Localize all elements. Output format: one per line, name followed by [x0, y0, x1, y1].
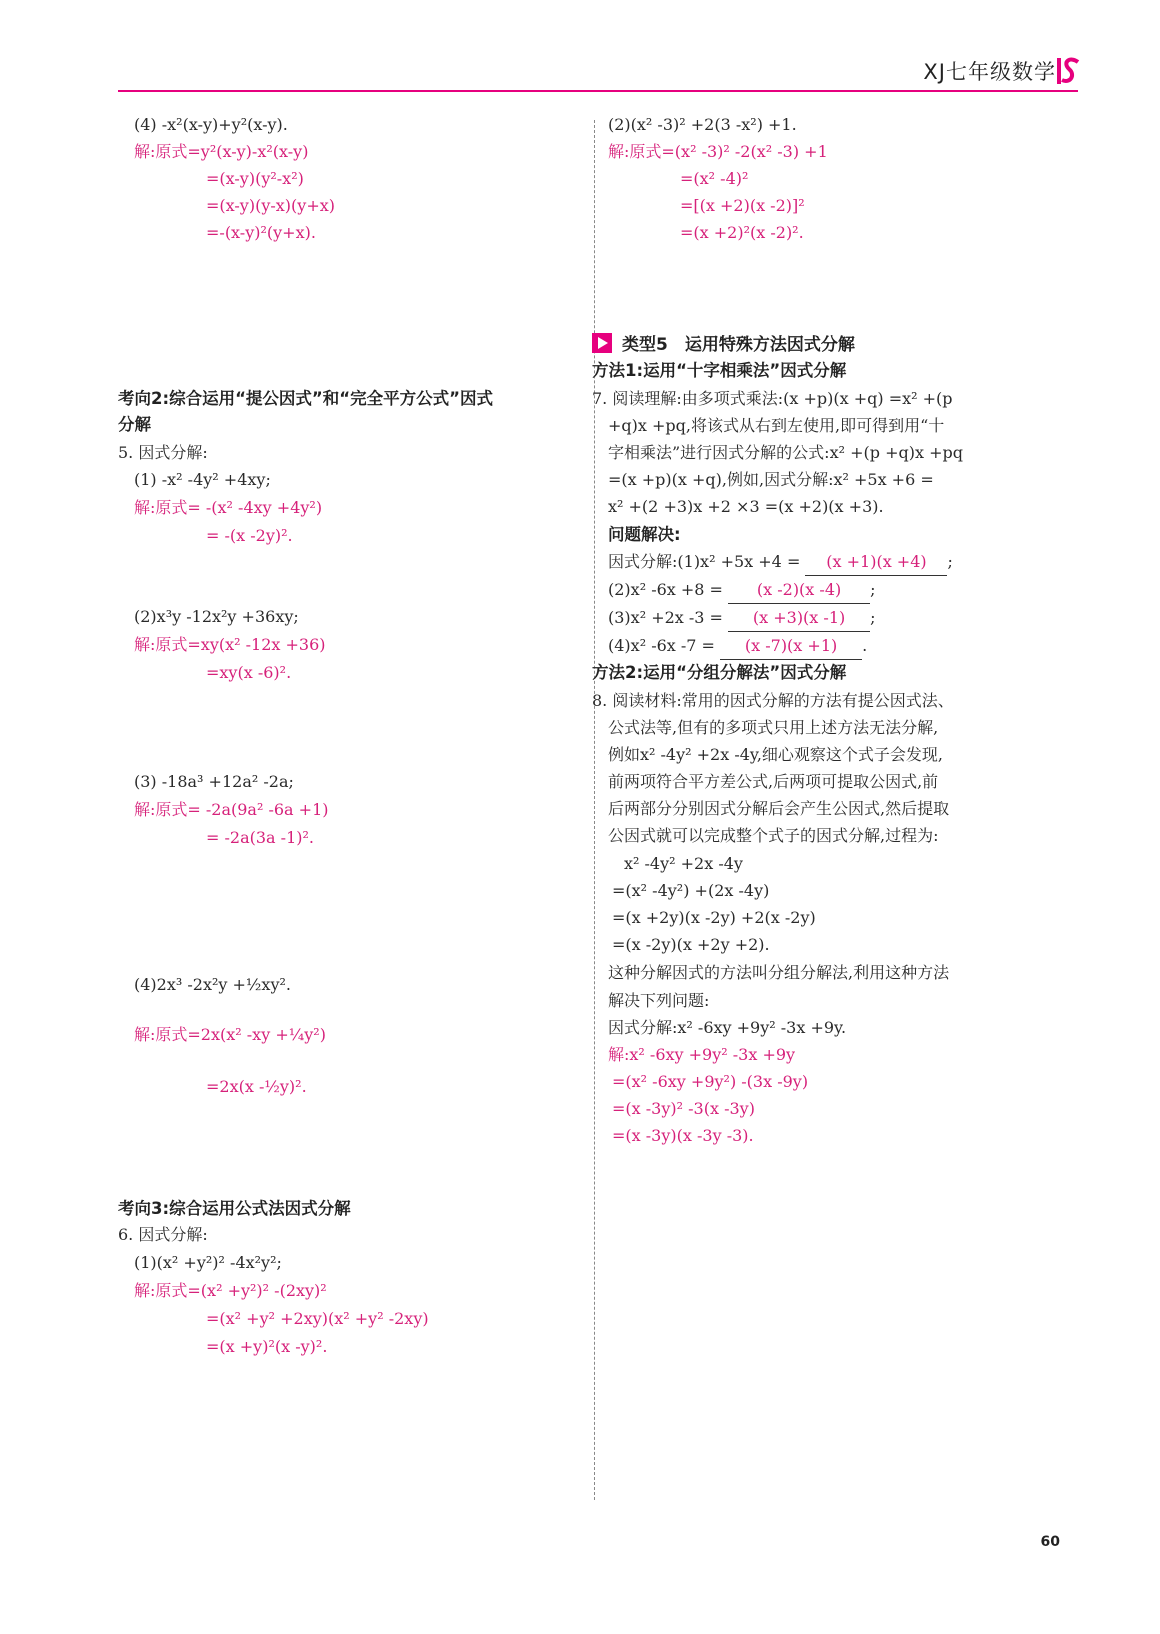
question-5-4: (4)2x³ -2x²y +½xy².: [134, 975, 291, 994]
question-8-tail: 因式分解:x² -6xy +9y² -3x +9y.: [608, 1018, 847, 1037]
answer-line: 解:原式= -2a(9a² -6a +1): [134, 800, 329, 819]
problem-solving-label: 问题解决:: [608, 525, 681, 544]
question-6-1: (1)(x² +y²)² -4x²y²;: [134, 1253, 282, 1272]
page-number: 60: [1040, 1534, 1060, 1550]
q8-step: x² -4y² +2x -4y: [624, 854, 743, 873]
q7-item-4: [608, 633, 867, 660]
q8-step: =(x +2y)(x -2y) +2(x -2y): [612, 908, 816, 927]
answer-line: 解:x² -6xy +9y² -3x +9y: [608, 1045, 796, 1064]
question-5-1: (1) -x² -4y² +4xy;: [134, 470, 271, 489]
question-7-line: =(x +p)(x +q),例如,因式分解:x² +5x +6 =: [608, 470, 934, 489]
answer-line: =(x-y)(y²-x²): [206, 169, 304, 188]
q8-step: =(x -2y)(x +2y +2).: [612, 935, 770, 954]
q7-item-3: [608, 605, 875, 632]
q7-item-end: ;: [870, 580, 876, 599]
question-7-line: 7. 阅读理解:由多项式乘法:(x +p)(x +q) =x² +(p: [592, 389, 953, 408]
q7-item-question: (4)x² -6x -7 =: [608, 636, 715, 655]
q7-item-2: [608, 577, 875, 604]
q7-item-end: ;: [870, 608, 876, 627]
header-title: XJ七年级数学: [923, 60, 1056, 84]
type-5-heading: [592, 330, 855, 355]
answer-line: =(x-y)(y-x)(y+x): [206, 196, 335, 215]
section-title-kaoxiang-2-cont: 分解: [118, 415, 151, 434]
answer-line: =(x² +y² +2xy)(x² +y² -2xy): [206, 1309, 429, 1328]
answer-line: 解:原式=(x² +y²)² -(2xy)²: [134, 1281, 327, 1300]
q7-item-end: .: [862, 636, 868, 655]
question-8-tail: 解决下列问题:: [608, 991, 710, 1010]
q7-item-question: (3)x² +2x -3 =: [608, 608, 723, 627]
question-5-3: (3) -18a³ +12a² -2a;: [134, 772, 294, 791]
column-divider: [594, 120, 595, 1500]
answer-line: 解:原式=xy(x² -12x +36): [134, 635, 326, 654]
question-4: (4) -x²(x-y)+y²(x-y).: [134, 115, 288, 134]
method-1-title: 方法1:运用“十字相乘法”因式分解: [592, 361, 847, 380]
answer-line: =-(x-y)²(y+x).: [206, 223, 316, 242]
q7-answer-blank: (x +1)(x +4): [805, 549, 947, 576]
brand-logo-icon: [1056, 56, 1082, 86]
question-6-stem: 6. 因式分解:: [118, 1225, 208, 1244]
answer-line: =(x² -6xy +9y²) -(3x -9y): [612, 1072, 809, 1091]
q7-answer-blank: (x +3)(x -1): [728, 605, 870, 632]
question-8-tail: 这种分解因式的方法叫分组分解法,利用这种方法: [608, 963, 950, 982]
answer-line: 解:原式=y²(x-y)-x²(x-y): [134, 142, 309, 161]
question-8-line: 8. 阅读材料:常用的因式分解的方法有提公因式法、: [592, 691, 954, 710]
answer-line: =[(x +2)(x -2)]²: [680, 196, 805, 215]
question-8-line: 例如x² -4y² +2x -4y,细心观察这个式子会发现,: [608, 745, 944, 764]
q7-item-1: [608, 549, 953, 576]
answer-line: 解:原式=2x(x² -xy +¼y²): [134, 1025, 326, 1044]
q8-step: =(x² -4y²) +(2x -4y): [612, 881, 770, 900]
question-8-line: 公因式就可以完成整个式子的因式分解,过程为:: [608, 826, 939, 845]
q7-item-end: ;: [947, 552, 953, 571]
answer-line: =(x² -4)²: [680, 169, 749, 188]
question-5-stem: 5. 因式分解:: [118, 443, 208, 462]
question-8-line: 公式法等,但有的多项式只用上述方法无法分解,: [608, 718, 939, 737]
section-title-kaoxiang-2: 考向2:综合运用“提公因式”和“完全平方公式”因式: [118, 389, 493, 408]
section-title-kaoxiang-3: 考向3:综合运用公式法因式分解: [118, 1199, 351, 1218]
question-6-2: (2)(x² -3)² +2(3 -x²) +1.: [608, 115, 797, 134]
question-5-2: (2)x³y -12x²y +36xy;: [134, 607, 299, 626]
q7-answer-blank: (x -2)(x -4): [728, 577, 870, 604]
question-8-line: 后两部分分别因式分解后会产生公因式,然后提取: [608, 799, 950, 818]
q7-item-question: (2)x² -6x +8 =: [608, 580, 723, 599]
q7-item-question: 因式分解:(1)x² +5x +4 =: [608, 552, 801, 571]
header-rule: [118, 90, 1078, 92]
question-7-line: x² +(2 +3)x +2 ×3 =(x +2)(x +3).: [608, 497, 884, 516]
answer-line: = -2a(3a -1)².: [206, 828, 314, 847]
method-2-title: 方法2:运用“分组分解法”因式分解: [592, 663, 847, 682]
answer-line: =xy(x -6)².: [206, 663, 292, 682]
answer-line: = -(x -2y)².: [206, 526, 293, 545]
q7-answer-blank: (x -7)(x +1): [720, 633, 862, 660]
answer-line: =2x(x -½y)².: [206, 1077, 307, 1096]
type-5-title: 类型5 运用特殊方法因式分解: [622, 335, 855, 355]
answer-line: 解:原式=(x² -3)² -2(x² -3) +1: [608, 142, 828, 161]
answer-line: =(x -3y)(x -3y -3).: [612, 1126, 754, 1145]
question-7-line: +q)x +pq,将该式从右到左使用,即可得到用“十: [608, 416, 945, 435]
answer-line: =(x +2)²(x -2)².: [680, 223, 804, 242]
answer-line: 解:原式= -(x² -4xy +4y²): [134, 498, 323, 517]
question-7-line: 字相乘法”进行因式分解的公式:x² +(p +q)x +pq: [608, 443, 963, 462]
answer-line: =(x -3y)² -3(x -3y): [612, 1099, 755, 1118]
play-triangle-icon: [592, 333, 612, 353]
answer-line: =(x +y)²(x -y)².: [206, 1337, 328, 1356]
question-8-line: 前两项符合平方差公式,后两项可提取公因式,前: [608, 772, 939, 791]
